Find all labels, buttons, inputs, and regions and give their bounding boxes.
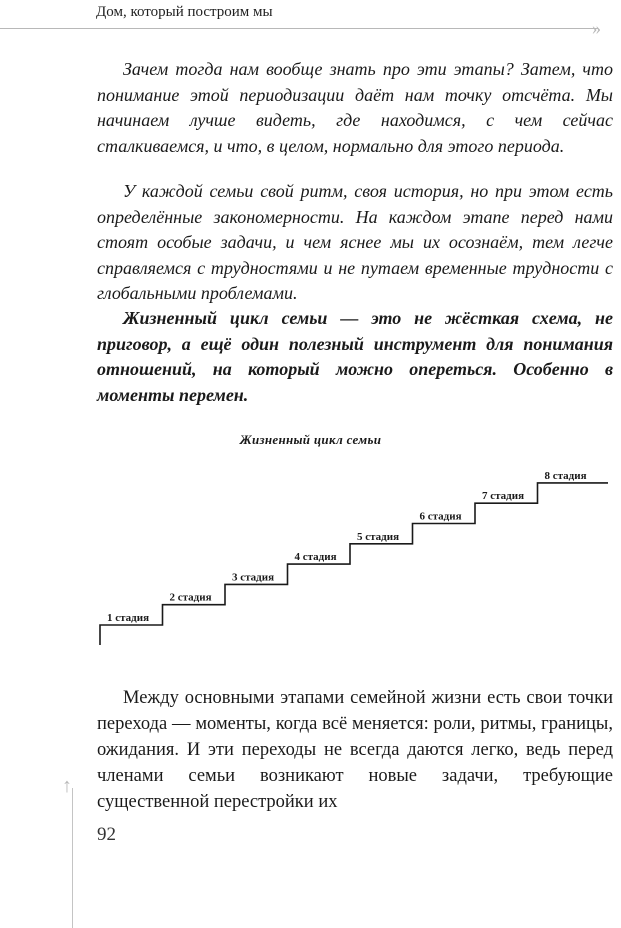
page-number: 92 [97,824,116,845]
staircase-line [100,483,608,645]
up-arrow-icon: ↑ [62,775,72,797]
stage-label-4: 4 стадия [294,551,337,564]
stage-label-1: 1 стадия [107,612,150,624]
stage-label-5: 5 стадия [357,530,400,543]
stage-label-2: 2 стадия [169,591,212,604]
stage-label-7: 7 стадия [482,490,525,503]
life-cycle-staircase-diagram [0,460,621,660]
stage-label-8: 8 стадия [544,469,587,482]
paragraph-life-cycle-emphasis: Жизненный цикл семьи — это не жёсткая схема, не приговор, а ещё один полезный инструмент для понимания отношений, на который можно опереться. Особенно в моменты перемен. [97,308,613,405]
paragraph-transitions: Между основными этапами семейной жизни есть свои точки перехода — моменты, когда всё меняется: роли, ритмы, границы, ожидания. И эти переходы не всегда даются легко, ведь перед членами семьи возникают новые задачи, требующие существенной перестройки их [97,688,613,812]
paragraph-periodization: Зачем тогда нам вообще знать про эти этапы? Затем, что понимание этой периодизации даёт нам точку отсчёта. Мы начинаем лучше видеть, где находимся, с чем сейчас сталкиваемся, и что, в целом, нормально для этого периода. [97,59,613,156]
figure-title: Жизненный цикл семьи [239,432,382,447]
stage-label-6: 6 стадия [419,510,462,523]
running-header-title: Дом, который построим мы [96,4,273,20]
paragraph-rhythm: У каждой семьи свой ритм, своя история, но при этом есть определённые закономерности. На каждом этапе перед нами стоят особые задачи, и чем яснее мы их осознаём, тем легче справляемся с трудностями и не путаем временные трудности с глобальными проблемами. [97,181,613,304]
stage-label-3: 3 стадия [232,571,275,584]
side-rule [72,788,73,928]
forward-chevrons-icon: » [592,18,601,38]
header-rule [0,28,598,29]
